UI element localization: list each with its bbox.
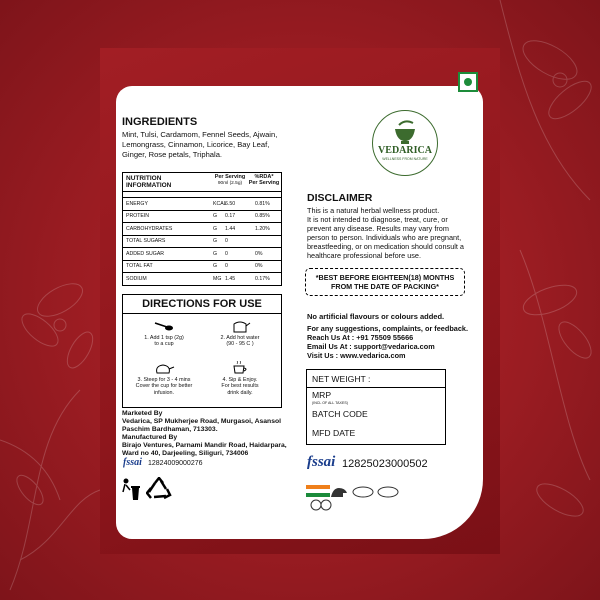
make-in-india-logo xyxy=(306,485,330,497)
nutrition-row xyxy=(123,273,281,285)
disclaimer-line: prevent any disease. Results may vary from xyxy=(307,224,449,233)
no-artificial-note: No artificial flavours or colours added. xyxy=(307,312,445,321)
best-before-line: *BEST BEFORE EIGHTEEN(18) MONTHS xyxy=(315,273,455,282)
brand-name: VEDARICA xyxy=(378,145,432,156)
nutrient-name: CARBOHYDRATES xyxy=(126,225,173,232)
disclaimer-line: healthcare professional before use. xyxy=(307,251,421,260)
nutrient-rda: 0.85% xyxy=(255,213,270,220)
kettle-icon xyxy=(229,319,251,333)
recycle-icon xyxy=(146,477,172,501)
fssai-logo: fssai xyxy=(123,457,142,468)
manufactured-line: Birajo Ventures, Parnami Mandir Road, Haidarpara, xyxy=(122,442,287,449)
swachh-bharat-icon xyxy=(306,499,336,511)
marketed-line: Paschim Bardhaman, 713303. xyxy=(122,426,218,433)
nutrient-name: TOTAL SUGARS xyxy=(126,238,166,245)
nutrient-value: 0 xyxy=(225,263,228,270)
direction-step: 4. Sip & Enjoy. For best results drink daily. xyxy=(205,361,275,396)
directions-box xyxy=(122,294,282,408)
nutrient-value: 6.50 xyxy=(225,200,236,207)
nutrient-unit: G xyxy=(213,213,218,220)
ingredients-line: Mint, Tulsi, Cardamom, Fennel Seeds, Ajwain, xyxy=(122,130,278,139)
nutrient-unit: G xyxy=(213,238,218,245)
direction-step: 3. Steep for 3 - 4 mins Cover the cup for better infusion. xyxy=(129,361,199,396)
batch-code-label: BATCH CODE xyxy=(312,409,368,419)
nutrient-value: 0 xyxy=(225,250,228,257)
contact-phone: Reach Us At : +91 75509 55666 xyxy=(307,333,414,342)
mfd-date-label: MFD DATE xyxy=(312,428,356,438)
nutrient-name: ENERGY xyxy=(126,200,148,207)
ingredients-title: INGREDIENTS xyxy=(122,116,198,128)
nutrient-unit: MG xyxy=(213,275,222,282)
teapot-icon xyxy=(153,361,175,375)
nutrition-row xyxy=(123,261,281,274)
nutrition-table xyxy=(122,172,282,286)
nutrition-row xyxy=(123,223,281,236)
nutrition-col-header: 90ml (2.5g) xyxy=(217,180,243,186)
veg-mark-icon xyxy=(458,72,478,92)
nutrient-unit: G xyxy=(213,263,218,270)
nutrition-row xyxy=(123,211,281,224)
nutrient-name: PROTEIN xyxy=(126,213,150,220)
directions-title: DIRECTIONS FOR USE xyxy=(123,295,281,314)
mrp-note: (INCL OF ALL TAXES) xyxy=(312,401,348,405)
nutrient-value: 1.45 xyxy=(225,275,236,282)
tea-cup-icon xyxy=(229,361,251,375)
ingredients-line: Lemongrass, Cinnamon, Licorice, Bay Leaf, xyxy=(122,140,270,149)
nutrition-title: NUTRITION xyxy=(126,175,162,182)
nutrient-name: SODIUM xyxy=(126,275,147,282)
brand-logo xyxy=(372,110,438,176)
nutrition-col-header: %RDA* xyxy=(254,174,274,180)
nutrient-rda: 0.81% xyxy=(255,200,270,207)
fssai-license-number: 12825023000502 xyxy=(342,458,428,470)
nutrient-name: ADDED SUGAR xyxy=(126,250,165,257)
nutrition-row xyxy=(123,248,281,261)
contact-line: For any suggestions, complaints, or feedback. xyxy=(307,324,468,333)
marketed-line: Vedarica, SP Mukherjee Road, Murgasoi, Asansol xyxy=(122,418,282,425)
nutrition-row xyxy=(123,198,281,211)
nutrient-rda: 0% xyxy=(255,263,263,270)
lion-emblem-icon xyxy=(329,485,349,499)
nutrient-rda: 0.17% xyxy=(255,275,270,282)
disclaimer-line: It is not intended to diagnose, treat, cure, or xyxy=(307,215,448,224)
certification-badge-icon xyxy=(352,486,374,498)
ingredients-line: Ginger, Rose petals, Triphala. xyxy=(122,150,223,159)
floral-decoration-left xyxy=(0,240,110,600)
disclaimer-title: DISCLAIMER xyxy=(307,192,373,204)
net-weight-label: NET WEIGHT : xyxy=(312,374,371,384)
certification-badge-icon xyxy=(377,486,399,498)
disclaimer-line: breastfeeding, or on medication should consult a xyxy=(307,242,464,251)
fssai-license-number: 12824009000276 xyxy=(148,460,203,467)
nutrient-unit: G xyxy=(213,250,218,257)
manufactured-title: Manufactured By xyxy=(122,434,178,441)
direction-step: 1. Add 1 tsp (2g) to a cup xyxy=(129,319,199,348)
disclaimer-line: person to person. Individuals who are pregnant, xyxy=(307,233,462,242)
nutrient-unit: G xyxy=(213,225,218,232)
nutrient-name: TOTAL FAT xyxy=(126,263,153,270)
nutrition-title: INFORMATION xyxy=(126,182,172,189)
brand-tagline: WELLNESS FROM NATURE xyxy=(382,157,428,161)
direction-step: 2. Add hot water (90 - 95 C ) xyxy=(205,319,275,348)
nutrition-col-header: Per Serving xyxy=(248,179,280,186)
best-before-badge xyxy=(305,268,465,296)
nutrition-col-header: Per Serving xyxy=(214,174,246,180)
nutrient-rda: 0% xyxy=(255,250,263,257)
contact-email: Email Us At : support@vedarica.com xyxy=(307,342,435,351)
contact-website: Visit Us : www.vedarica.com xyxy=(307,351,406,360)
fssai-logo: fssai xyxy=(307,454,336,470)
nutrition-row xyxy=(123,236,281,249)
dustbin-icon xyxy=(122,478,142,502)
nutrient-value: 1.44 xyxy=(225,225,236,232)
nutrient-rda: 1.20% xyxy=(255,225,270,232)
manufactured-line: Ward no 40, Darjeeling, Siliguri, 734006 xyxy=(122,450,249,457)
disclaimer-line: This is a natural herbal wellness product. xyxy=(307,206,440,215)
marketed-title: Marketed By xyxy=(122,410,163,417)
nutrient-value: 0.17 xyxy=(225,213,236,220)
net-weight-box xyxy=(306,369,446,445)
best-before-line: FROM THE DATE OF PACKING* xyxy=(331,282,439,291)
nutrient-value: 0 xyxy=(225,238,228,245)
mrp-label: MRP xyxy=(312,390,332,400)
nutrient-unit: KCAL xyxy=(213,200,227,207)
spoon-icon xyxy=(153,319,175,333)
